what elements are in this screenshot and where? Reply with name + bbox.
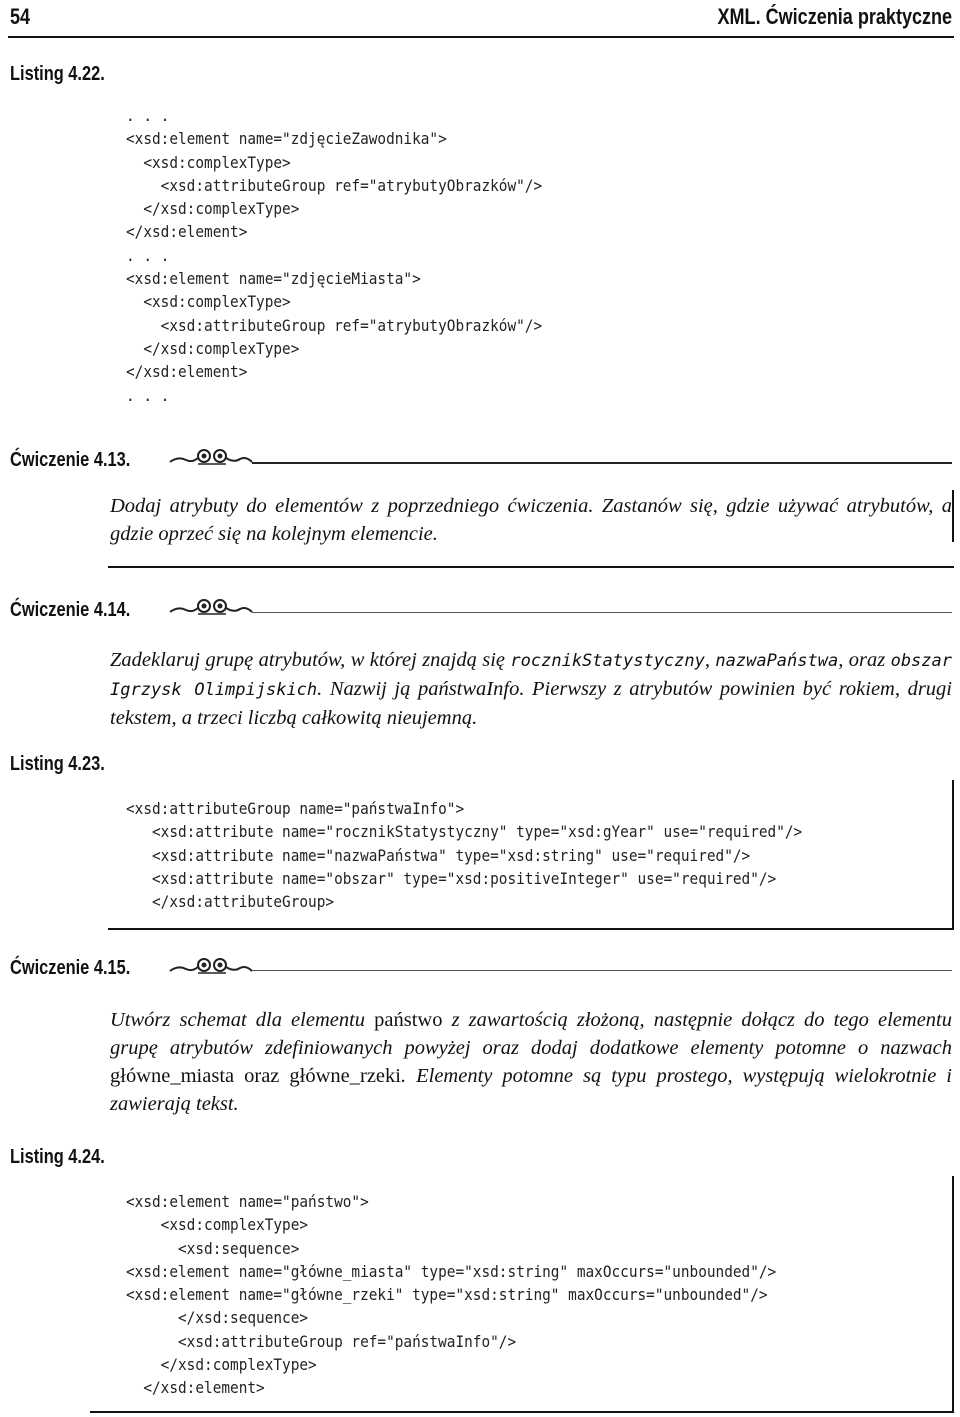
exercise-4-15-text-3 bbox=[234, 1065, 244, 1087]
listing-4-24-right-border bbox=[952, 1176, 954, 1412]
attr-nazwa-panstwa: nazwaPaństwa bbox=[715, 651, 839, 671]
exercise-4-14-text-3: , oraz bbox=[838, 649, 891, 671]
exercise-4-13-bottom-rule bbox=[108, 566, 954, 568]
exercise-4-14-text-1: Zadeklaruj grupę atrybutów, w której znajdą się bbox=[110, 649, 511, 671]
exercise-4-15-text-1: Utwórz schemat dla elementu bbox=[110, 1009, 375, 1031]
exercise-4-13-text: Dodaj atrybuty do elementów z poprzedniego ćwiczenia. Zastanów się, gdzie używać atrybutów, a gdzie oprzeć się na kolejnym elemencie. bbox=[110, 495, 952, 545]
exercise-4-14-text-5: . Pierwszy z atrybutów powinien być rokiem, drugi tekstem, a trzeci liczbą całkowitą nieujemną. bbox=[110, 678, 952, 729]
exercise-4-14-rule bbox=[252, 612, 952, 613]
listing-4-24-label: Listing 4.24. bbox=[10, 1146, 105, 1168]
exercise-ornament-icon bbox=[168, 955, 254, 977]
listing-4-23-label: Listing 4.23. bbox=[10, 753, 105, 775]
exercise-4-14-text bbox=[110, 646, 952, 732]
exercise-4-13-rule bbox=[252, 462, 952, 464]
exercise-4-14-label: Ćwiczenie 4.14. bbox=[10, 599, 131, 621]
exercise-4-14-text-2: , bbox=[704, 649, 716, 671]
attr-obszar: obszar Igrzysk Olimpijskich bbox=[110, 651, 952, 700]
element-name-glowne-rzeki: główne_rzeki bbox=[289, 1065, 401, 1087]
exercise-4-15-text-2: z zawartością złożoną, następnie dołącz do tego elementu grupę atrybutów zdefiniowanych powyżej oraz dodaj dodatkowe elementy potomne o nazwach bbox=[110, 1009, 952, 1059]
page-number: 54 bbox=[10, 4, 31, 29]
listing-4-23-code: <xsd:attributeGroup name="państwaInfo"> <xsd:attribute name="rocznikStatystyczny" type="xsd:gYear" use="required"/> <xsd:attribute name="nazwaPaństwa" type="xsd:string" use="required"/> <xsd:attribute name="obszar" type="xsd:positiveInteger" use="required"/> </xsd:attributeGroup> bbox=[126, 799, 803, 912]
attr-rocznik-statystyczny: rocznikStatystyczny bbox=[510, 651, 705, 671]
page-header bbox=[0, 0, 960, 38]
element-name-glowne-miasta: główne_miasta bbox=[110, 1065, 235, 1087]
listing-4-23-right-border bbox=[952, 780, 954, 928]
header-rule bbox=[8, 36, 954, 38]
exercise-4-14-text-4: . Nazwij ją bbox=[317, 678, 418, 700]
listing-4-24-code: <xsd:element name="państwo"> <xsd:complexType> <xsd:sequence> <xsd:element name="główne_miasta" type="xsd:string" maxOccurs="unbounded"/> <xsd:element name="główne_rzeki" type="xsd:string" maxOccurs="unbounded"/> </xsd:sequence> <xsd:attributeGroup ref="państwaInfo"/> </xsd:complexType> </xsd:element> bbox=[126, 1192, 777, 1398]
exercise-4-15-label: Ćwiczenie 4.15. bbox=[10, 957, 131, 979]
exercise-ornament-icon bbox=[168, 446, 254, 468]
listing-4-23-bottom-rule bbox=[108, 928, 954, 930]
exercise-ornament-icon bbox=[168, 596, 254, 618]
running-title: XML. Ćwiczenia praktyczne bbox=[717, 4, 952, 29]
exercise-4-15-text-4 bbox=[279, 1065, 289, 1087]
exercise-4-15-text-5: . Elementy potomne są typu prostego, występują wielokrotnie i zawierają tekst. bbox=[110, 1065, 953, 1115]
group-name-panstwa-info: państwaInfo bbox=[417, 678, 520, 700]
exercise-4-15-oraz: oraz bbox=[244, 1065, 280, 1087]
listing-4-22-label: Listing 4.22. bbox=[10, 63, 105, 85]
element-name-panstwo: państwo bbox=[374, 1009, 443, 1031]
exercise-4-15-text bbox=[110, 1006, 952, 1118]
listing-4-22-code: . . . <xsd:element name="zdjęcieZawodnika"> <xsd:complexType> <xsd:attributeGroup ref="atrybutyObrazków"/> </xsd:complexType> </xsd:element> . . . <xsd:element name="zdjęcieMiasta"> <xsd:complexType> <xsd:attributeGroup ref="atrybutyObrazków"/> </xsd:complexType> </xsd:element> . . . bbox=[126, 106, 543, 405]
exercise-4-15-rule bbox=[252, 970, 952, 971]
listing-4-24-bottom-rule bbox=[90, 1411, 954, 1413]
exercise-4-13-label: Ćwiczenie 4.13. bbox=[10, 449, 131, 471]
exercise-4-13-right-border bbox=[952, 490, 954, 542]
